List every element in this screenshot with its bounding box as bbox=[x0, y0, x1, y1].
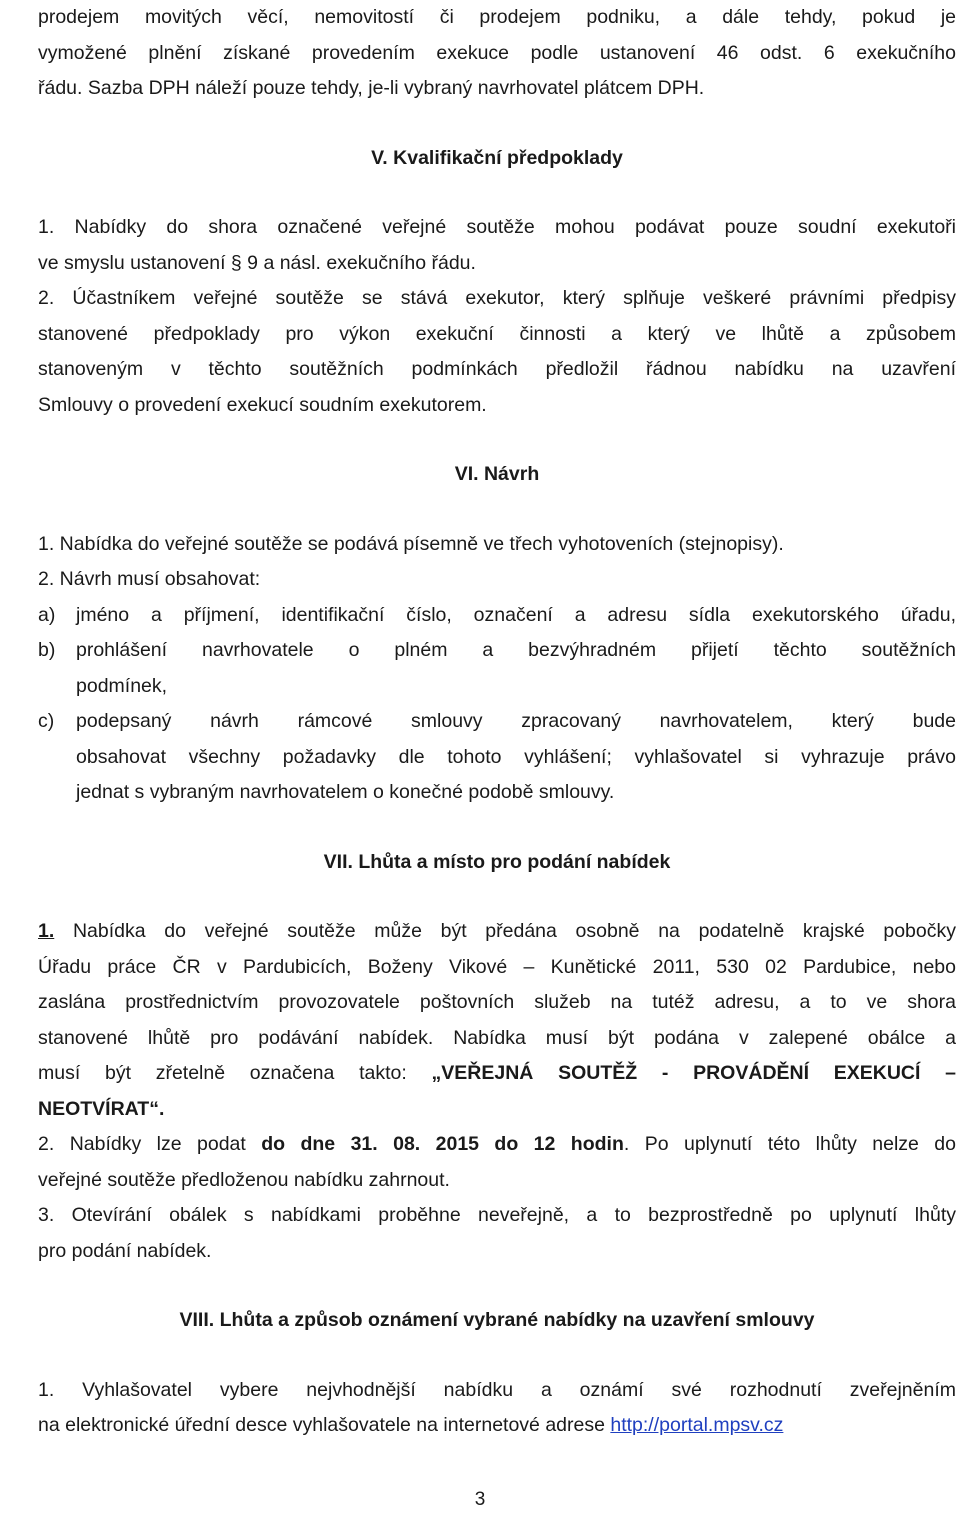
text-line: prodejem movitých věcí, nemovitostí či prodejem podniku, a dále tehdy, pokud je bbox=[38, 6, 956, 28]
page-number: 3 bbox=[474, 1489, 486, 1510]
text-line: stanovené předpoklady pro výkon exekuční činnosti a který ve lhůtě a způsobem bbox=[38, 322, 956, 345]
text-line: 2. Účastníkem veřejné soutěže se stává exekutor, který splňuje veškeré právními předpisy bbox=[38, 287, 957, 309]
section5-item-2 bbox=[38, 281, 956, 423]
list-item-a: a) jméno a příjmení, identifikační číslo, označení a adresu sídla exekutorského úřadu, bbox=[38, 598, 956, 634]
text-line: vymožené plnění získané provedením exekuce podle ustanovení 46 odst. 6 exekučního bbox=[38, 41, 956, 64]
text-line: musí být zřetelně označena takto: „VEŘEJNÁ SOUTĚŽ - PROVÁDĚNÍ EXEKUCÍ – bbox=[38, 1062, 956, 1084]
section-heading-v: V. Kvalifikační předpoklady bbox=[371, 146, 623, 169]
text-line: veřejné soutěže předloženou nabídku zahrnout. bbox=[38, 1168, 450, 1191]
text-line: ve smyslu ustanovení § 9 a násl. exekučního řádu. bbox=[38, 251, 476, 274]
text-line: pro podání nabídek. bbox=[38, 1239, 212, 1262]
text-line: 2. Nabídky lze podat do dne 31. 08. 2015 do 12 hodin. Po uplynutí této lhůty nelze do bbox=[38, 1133, 956, 1155]
text-line: Úřadu práce ČR v Pardubicích, Boženy Vikové – Kunětické 2011, 530 02 Pardubice, nebo bbox=[38, 955, 956, 978]
section7-item-1 bbox=[38, 914, 956, 1127]
list-item-b: b) prohlášení navrhovatele o plném a bezvýhradném přijetí těchto soutěžních podmínek, bbox=[38, 633, 956, 704]
text-line: 1. Nabídky do shora označené veřejné soutěže mohou podávat pouze soudní exekutoři bbox=[38, 216, 956, 238]
text-line: podmínek, bbox=[76, 674, 168, 697]
section-heading-vi: VI. Návrh bbox=[454, 463, 540, 485]
text-line: na elektronické úřední desce vyhlašovatele na internetové adrese http://portal.mpsv.cz bbox=[38, 1414, 784, 1436]
intro-paragraph bbox=[38, 0, 956, 107]
section6-item-2: 2. Návrh musí obsahovat: bbox=[38, 568, 261, 590]
text-line: 3. Otevírání obálek s nabídkami proběhne neveřejně, a to bezprostředně po uplynutí lhůty bbox=[38, 1204, 956, 1226]
text-line: obsahovat všechny požadavky dle tohoto vyhlášení; vyhlašovatel si vyhrazuje právo bbox=[76, 745, 956, 768]
text-line: zaslána prostřednictvím provozovatele poštovních služeb na tutéž adresu, a to ve shora bbox=[38, 991, 956, 1013]
text-line: 1. Vyhlašovatel vybere nejvhodnější nabídku a oznámí své rozhodnutí zveřejněním bbox=[38, 1378, 956, 1401]
text-line: jednat s vybraným navrhovatelem o konečné podobě smlouvy. bbox=[76, 781, 615, 803]
list-item-c: c) podepsaný návrh rámcové smlouvy zpracovaný navrhovatelem, který bude obsahovat všechny požadavky dle tohoto vyhlášení; vyhlašovatel si vyhrazuje právo jednat s vybraným navrhovatelem o konečné podobě smlouvy. bbox=[38, 704, 956, 811]
section-heading-viii: VIII. Lhůta a způsob oznámení vybrané nabídky na uzavření smlouvy bbox=[179, 1309, 815, 1331]
text-line: NEOTVÍRAT“. bbox=[38, 1097, 165, 1120]
portal-link[interactable]: http://portal.mpsv.cz bbox=[610, 1414, 784, 1436]
text-line: 1. Nabídka do veřejné soutěže může být předána osobně na podatelně krajské pobočky bbox=[38, 920, 956, 942]
section8-item-1 bbox=[38, 1373, 956, 1444]
section7-item-3 bbox=[38, 1198, 956, 1269]
text-line: řádu. Sazba DPH náleží pouze tehdy, je-li vybraný navrhovatel plátcem DPH. bbox=[38, 77, 705, 99]
text-line: stanoveným v těchto soutěžních podmínkách předložil řádnou nabídku na uzavření bbox=[38, 358, 956, 380]
section-heading-vii: VII. Lhůta a místo pro podání nabídek bbox=[323, 850, 671, 873]
section6-item-1: 1. Nabídka do veřejné soutěže se podává písemně ve třech vyhotoveních (stejnopisy). bbox=[38, 532, 784, 555]
text-line: stanovené lhůtě pro podávání nabídek. Nabídka musí být podána v zalepené obálce a bbox=[38, 1026, 956, 1049]
document-page bbox=[38, 0, 956, 1444]
text-line: prohlášení navrhovatele o plném a bezvýhradném přijetí těchto soutěžních bbox=[76, 639, 956, 661]
text-line: Smlouvy o provedení exekucí soudním exekutorem. bbox=[38, 393, 487, 416]
section7-item-2 bbox=[38, 1127, 956, 1198]
section5-item-1 bbox=[38, 210, 956, 281]
text-line: podepsaný návrh rámcové smlouvy zpracovaný navrhovatelem, který bude bbox=[76, 710, 956, 732]
text-line: jméno a příjmení, identifikační číslo, označení a adresu sídla exekutorského úřadu, bbox=[76, 603, 956, 626]
